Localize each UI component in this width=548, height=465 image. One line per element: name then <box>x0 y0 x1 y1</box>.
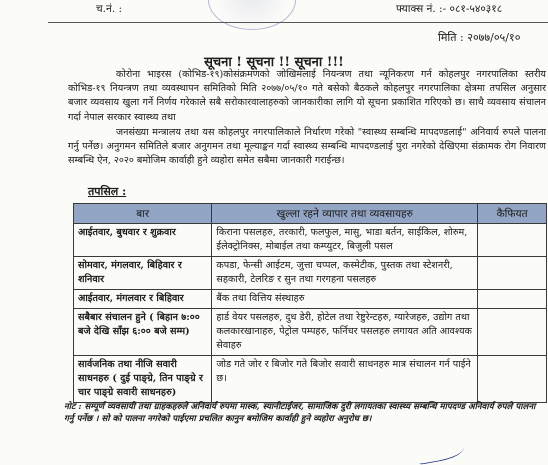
row-day: सार्वजनिक तथा नीजि सवारी साधनहरु ( दुई पाङ्ग्रे, तिन पाङ्ग्रे र चार पाङ्ग्रे सवारी साधनहरु) <box>74 356 212 403</box>
row-day: आईतवार, मंगलवार र बिहिवार <box>74 290 212 309</box>
table-header-row <box>74 204 547 224</box>
notice-date: मिति : २०७७/०५/१० <box>438 31 521 44</box>
header-day: बार <box>74 204 212 224</box>
table-row <box>74 356 547 403</box>
fax-number: फ्याक्स नं. :- ०८१-५४०३१८ <box>396 3 503 15</box>
annex-label: तपसिल : <box>88 185 127 198</box>
table-row <box>74 290 547 309</box>
row-business: कपडा, फेन्सी आईटम, जुत्ता चप्पल, कस्मेटीक, पुस्तक तथा स्टेशनरी, सहकारी, टेलरिङ र सुन तथा गरगहना पसलहरु <box>212 257 478 290</box>
row-day: आईतवार, बुधवार र शुक्रवार <box>74 224 212 257</box>
row-remarks <box>478 356 547 403</box>
notice-paragraph-1: कोरोना भाइरस (कोभिड-१९)कोसंक्रमणको जोखिमलाई नियन्त्रण तथा न्यूनिकरण गर्न कोहलपुर नगरपालिका स्तरीय कोभिड-१९ नियन्त्रण तथा व्यवस्थापन समितिको मिति २०७७/०५/१० गते बसेको बैठकले कोहलपुर नगरपालिका क्षेत्रमा तपसिल अनुसार बजार व्यवसाय खुला गर्ने निर्णय गरेकाले सबै सरोकारवालाहरुको जानकारीका लागि यो सूचना प्रकाशित गरिएको छ। साथै व्यवसाय संचालन गर्दा नेपाल सरकार स्वास्थ्य तथा <box>68 69 546 123</box>
notice-title: सूचना ! सूचना !! सूचना !!! <box>204 55 344 70</box>
row-remarks <box>478 224 547 257</box>
handwritten-signature <box>417 442 465 465</box>
row-day: सोमवार, मंगलवार, बिहिवार र शनिवार <box>74 257 212 290</box>
row-remarks <box>478 309 547 356</box>
row-remarks <box>478 257 547 290</box>
row-business: हार्ड वेयर पसलहरु, दुध डेरी, होटेल तथा रेष्टुरेन्टहरु, ग्यारेजहरु, उद्योग तथा कलकारखानाहरु, पेट्रोल पम्पहरु, फर्निचर पसलहरु लगायत अति आवश्यक सेवाहरु <box>212 309 478 356</box>
row-business: जोड गते जोर र बिजोर गते बिजोर सवारी साधनहरु मात्र संचालन गर्न पाईने छ। <box>212 356 478 403</box>
row-day: सबैबार संचालन हुने ( बिहान ७:०० बजे देखि साँझ ६:०० बजे सम्म) <box>74 309 212 356</box>
reference-number: च.नं. : <box>96 3 123 15</box>
table-row <box>74 309 547 356</box>
business-schedule-table <box>73 203 547 403</box>
header-business: खुल्ला रहने व्यापार तथा व्यवसायहरु <box>212 204 478 224</box>
notice-paragraph-2: जनसंख्या मन्त्रालय तथा यस कोहलपुर नगरपालिकाले निर्धारण गरेको "स्वास्थ्य सम्बन्धि मापदण्डलाई" अनिवार्य रुपले पालना गर्नु पर्नेछ। अनुगमन समितिले बजार अनुगमन तथा मूल्याङ्कन गर्दा स्वास्थ्य सम्बन्धि मापदण्डलाई पुरा नगरेको देखिएमा संक्रामक रोग निवारण सम्बन्धि ऐन, २०२० बमोजिम कार्वाही हुने व्यहोरा समेत सबैमा जानकारी गराईन्छ। <box>68 127 546 167</box>
letterhead-divider <box>48 22 548 23</box>
table-row <box>74 224 547 257</box>
footnote: नोट : सम्पूर्ण व्यवसायी तथा ग्राहकहरुले अनिवार्य रुपमा मास्क, स्यानीटाईजर, सामाजिक दुरी लगायतका स्वास्थ्य सम्बन्धि मापदण्ड अनिवार्य रुपले पालना गर्नु पर्नेछ । सो को पालना नगरेको पाईएमा प्रचलित कानुन बमोजिम कार्वाही हुने व्यहोरा अनुरोध छ। <box>64 402 536 424</box>
municipality-seal-stamp <box>208 0 296 30</box>
row-remarks <box>478 290 547 309</box>
table-row <box>74 257 547 290</box>
row-business: किराना पसलहरु, तरकारी, फलफुल, मासु, भाडा बर्तन, साईकिल, शोरुम, ईलेक्ट्रोनिक्स, मोबाईल तथा कम्प्युटर, बिजुली पसल <box>212 224 478 257</box>
header-remarks: कैफियत <box>478 204 547 224</box>
row-business: बैंक तथा वित्तिय संस्थाहरु <box>212 290 478 309</box>
